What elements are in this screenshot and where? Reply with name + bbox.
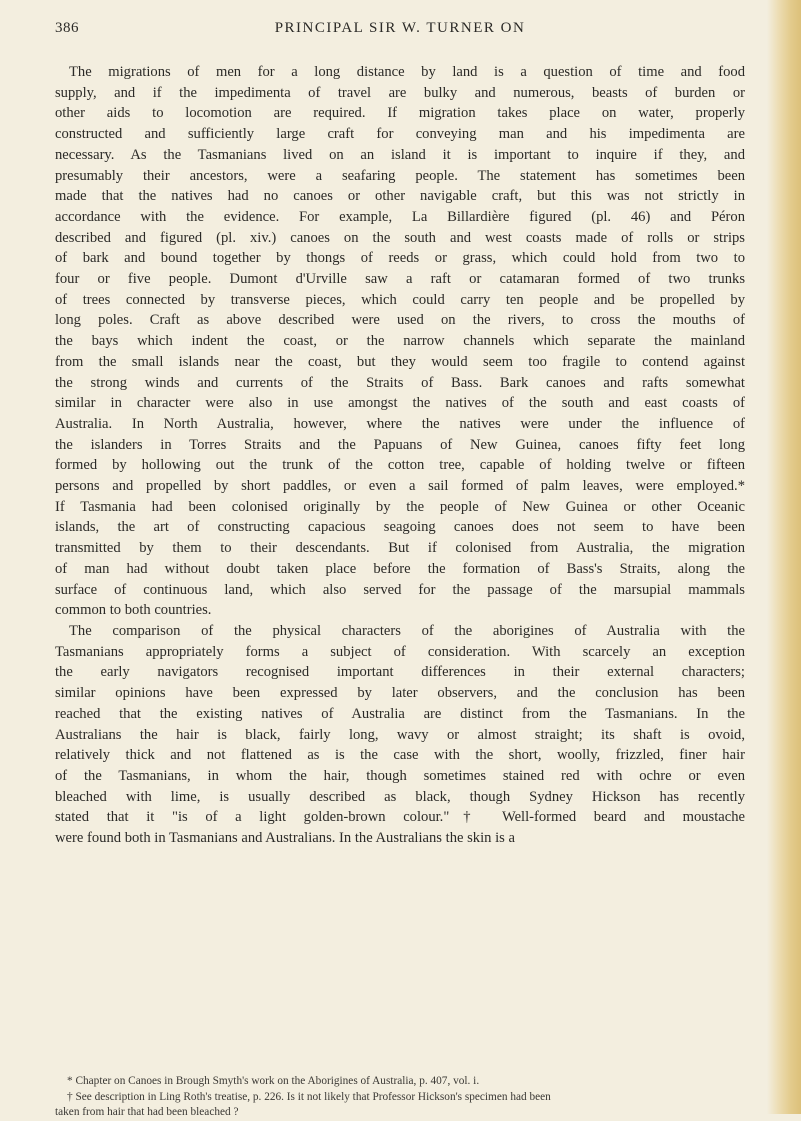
text-line: necessary. As the Tasmanians lived on an island it is important to inquire if they, and — [55, 146, 745, 163]
text-line: Australians the hair is black, fairly long, wavy or almost straight; its shaft is ovoid, — [55, 726, 745, 743]
text-line: persons and propelled by short paddles, or even a sail formed of palm leaves, were employed.* — [55, 478, 745, 495]
text-line: The migrations of men for a long distance by land is a question of time and food — [69, 64, 745, 80]
page-number: 386 — [55, 20, 79, 36]
text-line: Australia. In North Australia, however, where the natives were under the influence of — [55, 415, 745, 432]
text-line: islands, the art of constructing capacious seagoing canoes does not seem to have been — [55, 519, 745, 536]
text-line: similar in character were also in use amongst the natives of the south and east coasts of — [55, 395, 745, 412]
text-line: the early navigators recognised important differences in their external characters; — [55, 664, 745, 681]
text-line: described and figured (pl. xiv.) canoes on the south and west coasts made of rolls or strips — [55, 229, 745, 246]
text-line: accordance with the evidence. For example, La Billardière figured (pl. 46) and Péron — [55, 208, 745, 225]
text-line: Tasmanians appropriately forms a subject of consideration. With scarcely an exception — [55, 643, 745, 660]
text-line: supply, and if the impedimenta of travel are bulky and numerous, beasts of burden or — [55, 84, 745, 101]
text-line: formed by hollowing out the trunk of the cotton tree, capable of holding twelve or fifteen — [55, 457, 745, 474]
text-line: transmitted by them to their descendants. But if colonised from Australia, the migration — [55, 540, 745, 557]
text-line: common to both countries. — [55, 602, 212, 619]
text-line: were found both in Tasmanians and Australians. In the Australians the skin is a — [55, 830, 515, 847]
text-line: long poles. Craft as above described were used on the rivers, to cross the mouths of — [55, 312, 745, 329]
text-line: of man had without doubt taken place before the formation of Bass's Straits, along the — [55, 560, 745, 577]
text-line: from the small islands near the coast, but they would seem too fragile to contend against — [55, 353, 745, 370]
text-line: of the Tasmanians, in whom the hair, though sometimes stained red with ochre or even — [55, 767, 745, 784]
text-line: four or five people. Dumont d'Urville saw a raft or catamaran formed of two trunks — [55, 271, 745, 288]
text-line: of trees connected by transverse pieces, which could carry ten people and be propelled by — [55, 291, 745, 308]
text-line: the islanders in Torres Straits and the Papuans of New Guinea, canoes fifty feet long — [55, 436, 745, 453]
text-line: the strong winds and currents of the Straits of Bass. Bark canoes and rafts somewhat — [55, 374, 745, 391]
page-edge-shading — [767, 0, 801, 1114]
text-line: similar opinions have been expressed by later observers, and the conclusion has been — [55, 685, 745, 702]
text-line: If Tasmania had been colonised originally by the people of New Guinea or other Oceanic — [55, 498, 745, 515]
paragraph — [55, 621, 745, 849]
text-line: made that the natives had no canoes or other navigable craft, but this was not strictly in — [55, 188, 745, 205]
text-line: bleached with lime, is usually described as black, though Sydney Hickson has recently — [55, 788, 745, 805]
text-line: of bark and bound together by thongs of reeds or grass, which could hold from two to — [55, 250, 745, 267]
footnote-line: taken from hair that had been bleached ? — [55, 1106, 239, 1118]
text-line: the bays which indent the coast, or the narrow channels which separate the mainland — [55, 333, 745, 350]
footnote-line: † See description in Ling Roth's treatise, p. 226. Is it not likely that Professor Hickson's specimen had been — [67, 1090, 551, 1103]
text-line: stated that it "is of a light golden-brown colour."† Well-formed beard and moustache — [55, 809, 745, 826]
running-title: PRINCIPAL SIR W. TURNER ON — [274, 20, 526, 36]
text-line: other aids to locomotion are required. If migration takes place on water, properly — [55, 105, 745, 122]
text-line: The comparison of the physical characters of the aborigines of Australia with the — [69, 622, 745, 639]
text-line: presumably their ancestors, were a seafaring people. The statement has sometimes been — [55, 167, 745, 184]
text-line: reached that the existing natives of Australia are distinct from the Tasmanians. In the — [55, 705, 745, 722]
paragraph — [55, 62, 745, 621]
text-line: constructed and sufficiently large craft for conveying man and his impedimenta are — [55, 126, 745, 143]
text-line: relatively thick and not flattened as is the case with the short, woolly, frizzled, finer hair — [55, 747, 745, 764]
footnote-line: * Chapter on Canoes in Brough Smyth's work on the Aborigines of Australia, p. 407, vol. i. — [67, 1075, 480, 1087]
body-text — [55, 62, 745, 849]
text-line: surface of continuous land, which also served for the passage of the marsupial mammals — [55, 581, 745, 598]
page-header — [55, 20, 745, 42]
